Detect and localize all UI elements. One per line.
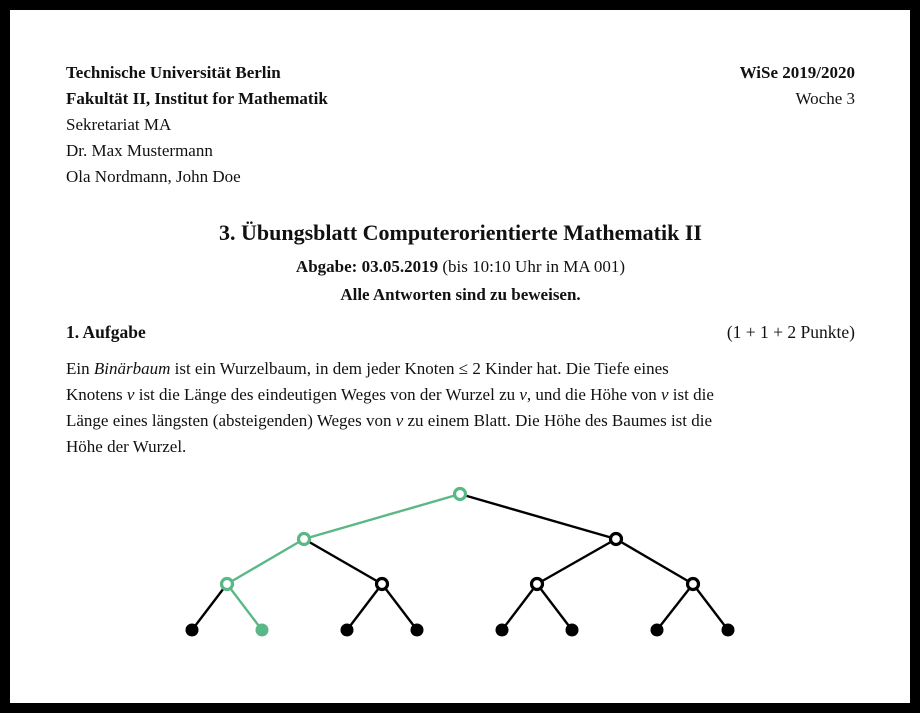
exercise-points: (1 + 1 + 2 Punkte) xyxy=(726,322,855,342)
submission-deadline xyxy=(66,254,855,280)
header-left-block xyxy=(66,60,328,190)
page-content xyxy=(10,60,910,460)
tree-internal-node xyxy=(299,534,310,545)
page-title: 3. Übungsblatt Computerorientierte Mathematik II xyxy=(219,220,702,245)
tree-edge xyxy=(304,494,460,539)
tree-leaf-node xyxy=(341,624,354,637)
tree-leaf-node xyxy=(186,624,199,637)
tree-edge xyxy=(657,584,693,630)
binary-tree-figure xyxy=(10,475,910,660)
tree-internal-node xyxy=(222,579,233,590)
italic-term: Binärbaum xyxy=(93,359,171,378)
text-segment: ist die Länge des eindeutigen Weges von der Wurzel zu xyxy=(134,385,520,404)
tree-edge xyxy=(382,584,417,630)
tree-edge xyxy=(537,539,616,584)
tree-edge xyxy=(460,494,616,539)
tree-leaf-node xyxy=(496,624,509,637)
tree-internal-node xyxy=(611,534,622,545)
paragraph-line xyxy=(66,356,855,382)
secretariat: Sekretariat MA xyxy=(66,115,172,134)
tree-edge xyxy=(347,584,382,630)
text-segment: Höhe der Wurzel. xyxy=(66,437,187,456)
tree-edge xyxy=(227,539,304,584)
header-right-block xyxy=(740,60,855,190)
document-header xyxy=(66,60,855,190)
paragraph-line xyxy=(66,408,855,434)
lecturer-name: Dr. Max Mustermann xyxy=(66,141,213,160)
text-segment: ist die xyxy=(668,385,714,404)
institution-name: Technische Universität Berlin xyxy=(66,63,281,82)
deadline-details: (bis 10:10 Uhr in MA 001) xyxy=(438,257,626,276)
exercise-paragraph xyxy=(66,356,855,460)
tree-edge xyxy=(304,539,382,584)
tree-edge xyxy=(227,584,262,630)
italic-term: v xyxy=(395,411,404,430)
proof-note: Alle Antworten sind zu beweisen. xyxy=(340,285,581,304)
tree-internal-node xyxy=(377,579,388,590)
exercise-heading xyxy=(66,319,855,345)
text-segment: Ein xyxy=(66,359,94,378)
exercise-number: 1. Aufgabe xyxy=(66,322,146,342)
italic-term: v xyxy=(126,385,135,404)
tree-leaf-node xyxy=(256,624,269,637)
tree-leaf-node xyxy=(566,624,579,637)
tree-internal-node xyxy=(688,579,699,590)
tree-leaf-node xyxy=(651,624,664,637)
paragraph-line xyxy=(66,434,855,460)
text-segment: zu einem Blatt. Die Höhe des Baumes ist die xyxy=(403,411,713,430)
tree-leaf-node xyxy=(411,624,424,637)
text-segment: , und die Höhe von xyxy=(526,385,661,404)
paragraph-line xyxy=(66,382,855,408)
tree-edge xyxy=(502,584,537,630)
tree-edge xyxy=(616,539,693,584)
tree-internal-node xyxy=(455,489,466,500)
semester-label: WiSe 2019/2020 xyxy=(739,63,855,82)
text-segment: Knotens xyxy=(66,385,127,404)
assistant-names: Ola Nordmann, John Doe xyxy=(66,167,241,186)
tree-leaf-node xyxy=(722,624,735,637)
deadline-date: Abgabe: 03.05.2019 xyxy=(295,257,439,276)
italic-term: v xyxy=(661,385,669,404)
text-segment: Länge eines längsten (absteigenden) Weges von xyxy=(66,411,396,430)
tree-internal-node xyxy=(532,579,543,590)
faculty-name: Fakultät II, Institut for Mathematik xyxy=(66,89,328,108)
week-label: Woche 3 xyxy=(795,89,855,108)
tree-edge xyxy=(537,584,572,630)
text-segment: ist ein Wurzelbaum, in dem jeder Knoten ≤ 2 Kinder hat. Die Tiefe eines xyxy=(170,359,669,378)
tree-edge xyxy=(192,584,227,630)
tree-edge xyxy=(693,584,728,630)
italic-term: v xyxy=(519,385,527,404)
